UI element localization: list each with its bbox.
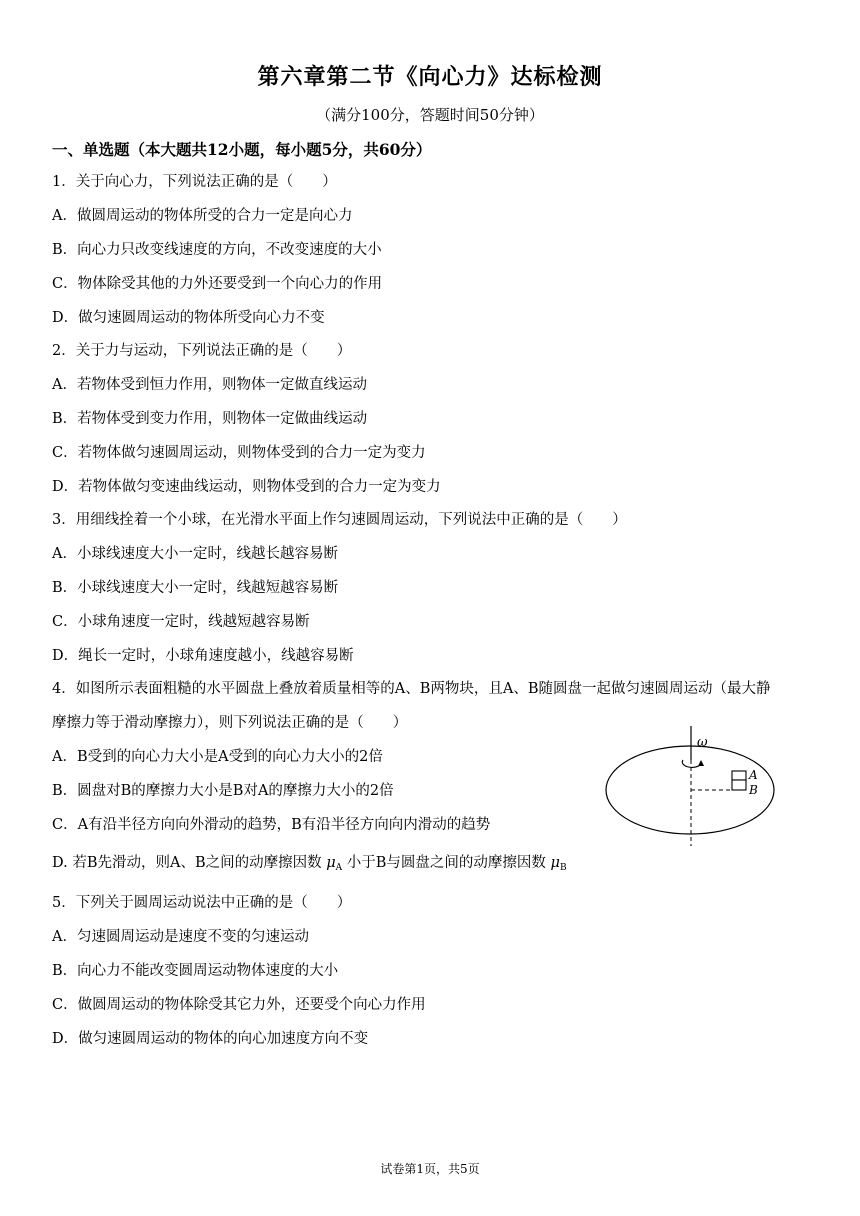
question-1-option-c: C．物体除受其他的力外还要受到一个向心力的作用 [52,276,383,292]
mu-b-symbol: μ [550,855,560,871]
question-5-option-b: B．向心力不能改变圆周运动物体速度的大小 [52,963,339,979]
question-1-stem: 1．关于向心力，下列说法正确的是（ ） [52,174,337,190]
block-a-label: A [749,768,758,782]
question-4-stem-line-2: 摩擦力等于滑动摩擦力），则下列说法正确的是（ ） [52,715,408,731]
rotation-arrow-icon [682,760,701,767]
mu-a-subscript: A [335,863,343,873]
omega-label: ω [697,735,708,750]
question-5-stem: 5．下列关于圆周运动说法中正确的是（ ） [52,895,352,911]
question-2-option-a: A．若物体受到恒力作用，则物体一定做直线运动 [52,377,367,393]
page-subtitle: （满分100分，答题时间50分钟） [316,106,544,124]
question-5-option-c: C．做圆周运动的物体除受其它力外，还要受个向心力作用 [52,997,426,1013]
page-title: 第六章第二节《向心力》达标检测 [257,64,603,90]
question-3-option-d: D．绳长一定时，小球角速度越小，线越容易断 [52,648,354,664]
question-1-option-a: A．做圆周运动的物体所受的合力一定是向心力 [52,208,353,224]
question-4-option-d [52,853,567,878]
page-footer: 试卷第1页，共5页 [380,1162,480,1176]
question-4-option-b: B．圆盘对B的摩擦力大小是B对A的摩擦力大小的2倍 [52,783,394,799]
question-3-option-b: B．小球线速度大小一定时，线越短越容易断 [52,580,339,596]
block-a [732,771,746,780]
question-5-option-a: A．匀速圆周运动是速度不变的匀速运动 [52,929,309,945]
section-heading: 一、单选题（本大题共12小题，每小题5分，共60分） [52,140,432,159]
question-5-option-d: D．做匀速圆周运动的物体的向心加速度方向不变 [52,1031,369,1047]
question-4-option-a: A．B受到的向心力大小是A受到的向心力大小的2倍 [52,749,383,765]
block-b-label: B [749,783,758,797]
question-2-option-b: B．若物体受到变力作用，则物体一定做曲线运动 [52,411,368,427]
question-1-option-b: B．向心力只改变线速度的方向，不改变速度的大小 [52,242,382,258]
mu-b-subscript: B [559,863,567,873]
question-2-option-c: C．若物体做匀速圆周运动，则物体受到的合力一定为变力 [52,445,426,461]
rotation-arrowhead [698,760,704,766]
question-2-option-d: D．若物体做匀变速曲线运动，则物体受到的合力一定为变力 [52,479,441,495]
option-d-text-2: 小于B与圆盘之间的动摩擦因数 [346,855,546,871]
question-3-option-c: C．小球角速度一定时，线越短越容易断 [52,614,310,630]
question-3-stem: 3．用细线拴着一个小球，在光滑水平面上作匀速圆周运动，下列说法中正确的是（ ） [52,512,627,528]
question-3-option-a: A．小球线速度大小一定时，线越长越容易断 [52,546,338,562]
question-1-option-d: D．做匀速圆周运动的物体所受向心力不变 [52,310,325,326]
rotating-disk-figure [603,724,778,846]
question-4-option-c: C．A有沿半径方向向外滑动的趋势，B有沿半径方向向内滑动的趋势 [52,817,491,833]
question-2-stem: 2．关于力与运动，下列说法正确的是（ ） [52,343,352,359]
question-4-stem-line-1: 4．如图所示表面粗糙的水平圆盘上叠放着质量相等的A、B两物块，且A、B随圆盘一起做匀速圆周运动（最大静 [52,681,771,697]
block-b [732,780,746,790]
option-d-text-1: D. 若B先滑动，则A、B之间的动摩擦因数 [52,855,322,871]
mu-a-symbol: μ [326,855,336,871]
